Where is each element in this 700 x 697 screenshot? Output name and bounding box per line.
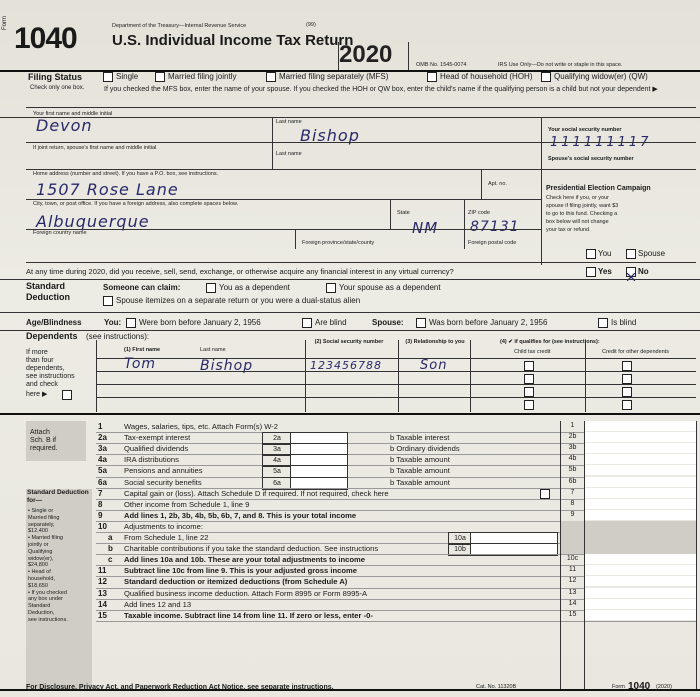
line-amount-field[interactable] [585,465,696,475]
dependent-ssn[interactable]: 123456788 [310,359,382,372]
check-only-label: Check only one box. [30,85,85,91]
std-deduction-side-item: Standard [28,603,51,610]
first-name-label: Your first name and middle initial [33,111,113,117]
line-description: Wages, salaries, tips, etc. Attach Form(s) W-2 [124,422,279,431]
qualifying-widow-checkbox[interactable] [541,72,551,82]
subbox-label: 10a [454,535,466,542]
line-number: 3a [98,444,107,454]
line-description: Add lines 10a and 10b. These are your total adjustments to income [124,555,365,565]
line-amount-field[interactable] [585,432,696,442]
spouse-born-before-label: Was born before January 2, 1956 [429,318,548,327]
you-as-dependent-label: You as a dependent [219,283,290,292]
dependents-side-2: than four [26,357,54,364]
dependents-side-1: If more [26,349,48,356]
line-amount-shaded [561,532,696,543]
line-box-number: 3b [568,444,577,452]
line-box-number: 8 [570,499,575,507]
line-description: Social security benefits [124,477,202,487]
dependents-side-6: here ▶ [26,391,48,398]
married-separately-checkbox[interactable] [266,72,276,82]
campaign-spouse-label: Spouse [638,249,666,258]
subbox-label: 6a [273,479,281,487]
single-label: Single [116,72,139,81]
form-vertical-label: Form [2,16,8,30]
line-box-number: 14 [568,599,577,607]
spouse-blind-checkbox[interactable] [598,318,608,328]
spouse-born-before-checkbox[interactable] [416,318,426,328]
spouse-ssn-label: Spouse's social security number [548,156,634,162]
line-description: Adjustments to income: [124,521,203,531]
zip-value[interactable]: 87131 [470,219,520,235]
line-amount-field[interactable] [585,499,696,509]
line-amount-field[interactable] [585,565,696,575]
virtual-currency-no-label: No [638,267,649,276]
std-deduction-side-item: • If you checked [28,589,67,596]
age-you-label: You: [104,318,122,327]
line-number: c [108,555,113,565]
line-description: Add lines 12 and 13 [124,599,192,609]
std-deduction-side-item: jointly or [28,541,49,548]
footer-cat-no: Cat. No. 11320B [476,684,517,690]
footer-form-label: Form [612,684,625,690]
std-deduction-side-item: • Head of [28,569,51,576]
city-label: City, town, or post office. If you have a foreign address, also complete spaces below. [33,201,239,207]
foreign-province-label: Foreign province/state/county [302,240,375,246]
line-right-description: b Taxable interest [390,433,450,443]
campaign-spouse-checkbox[interactable] [626,249,636,259]
dep-col-child-credit: Child tax credit [514,349,551,355]
line-box-number: 4b [568,455,577,463]
state-label: State [397,210,410,216]
spouse-itemizes-checkbox[interactable] [103,296,113,306]
campaign-you-label: You [598,249,612,258]
line-description: Capital gain or (loss). Attach Schedule D if required. If not required, check here [124,488,389,498]
filing-status-instructions: If you checked the MFS box, enter the name of your spouse. If you checked the HOH or QW box, enter the child's name if the qualifying person is a child but not your dependent ▶ [104,86,658,93]
dependent-last-name[interactable]: Bishop [200,358,254,374]
last-name-value[interactable]: Bishop [300,126,360,145]
spouse-blind-label: Is blind [611,318,637,327]
line-description: Subtract line 10c from line 9. This is your adjusted gross income [124,566,357,576]
dep1-child-credit-checkbox[interactable] [524,361,534,371]
dep1-other-credit-checkbox[interactable] [622,361,632,371]
line-number: 14 [98,599,107,609]
std-deduction-side-item: $18,650 [28,582,48,589]
filing-status-label: Filing Status [28,72,82,82]
line-box-number: 15 [568,610,577,618]
line-number: 6a [98,477,107,487]
someone-can-claim-label: Someone can claim: [103,283,181,292]
line-amount-field[interactable] [585,599,696,609]
footer-year: (2020) [656,684,672,690]
dependents-side-3: dependents, [26,365,65,372]
line-amount-field[interactable] [585,477,696,487]
campaign-line-2: spouse if filing jointly, want $3 [546,203,619,209]
you-born-before-checkbox[interactable] [126,318,136,328]
line-amount-shaded [561,521,696,532]
you-born-before-label: Were born before January 2, 1956 [139,318,261,327]
line-number: 4a [98,455,107,465]
state-value[interactable]: NM [412,219,439,237]
line-number: 13 [98,588,107,598]
standard-deduction-label: Standard Deduction [26,281,70,302]
married-jointly-label: Married filing jointly [168,72,237,81]
line-description: IRA distributions [124,455,179,465]
line-right-description: b Ordinary dividends [390,444,460,454]
line-box-number: 12 [568,577,577,585]
line-box-number: 11 [568,566,577,574]
line-number: 11 [98,566,107,576]
dep4-other-credit-checkbox[interactable] [622,400,632,410]
line-divider [96,621,696,622]
line-right-description: b Taxable amount [390,477,450,487]
line-number: 1 [98,422,103,431]
married-jointly-checkbox[interactable] [155,72,165,82]
line-number: 8 [98,499,103,509]
line-description: Qualified dividends [124,444,189,454]
std-deduction-side-item: any box under [28,596,63,603]
footer-notice: For Disclosure, Privacy Act, and Paperwork Reduction Act Notice, see separate instructions. [26,684,334,691]
capital-gain-checkbox[interactable] [540,489,550,499]
dep-col-relationship: (3) Relationship to you [405,339,465,345]
spouse-as-dependent-label: Your spouse as a dependent [339,283,441,292]
city-value[interactable]: Albuquerque [36,212,150,231]
virtual-currency-no-checkbox[interactable] [626,267,636,277]
line-box-number: 2b [568,433,577,441]
std-deduction-side-item: Qualifying [28,548,53,555]
home-address-label: Home address (number and street). If you have a P.O. box, see instructions. [33,171,219,177]
tax-year: 2020 [339,41,393,68]
subbox-label: 2a [273,435,281,443]
line-number: 15 [98,610,107,620]
campaign-you-checkbox[interactable] [586,249,596,259]
line-number: 2a [98,433,107,443]
dep2-other-credit-checkbox[interactable] [622,374,632,384]
line-number: b [108,544,113,554]
campaign-line-3: to go to this fund. Checking a [546,211,618,217]
line-box-number: 6b [568,477,577,485]
line-number: 12 [98,577,107,587]
line-amount-field[interactable] [585,510,696,520]
line-amount-field[interactable] [585,488,696,498]
home-address-value[interactable]: 1507 Rose Lane [36,180,179,199]
std-deduction-side-item: • Married filing [28,535,63,542]
first-name-value[interactable]: Devon [36,116,93,135]
virtual-currency-yes-label: Yes [598,267,612,276]
married-separately-label: Married filing separately (MFS) [279,72,389,81]
line-number: 5a [98,466,107,476]
age-spouse-label: Spouse: [372,318,404,327]
line-amount-field[interactable] [585,443,696,453]
dep3-child-credit-checkbox[interactable] [524,387,534,397]
line-description: Taxable income. Subtract line 14 from line 11. If zero or less, enter -0- [124,610,373,620]
line-box-number: 9 [570,510,575,518]
irs-use-only: IRS Use Only—Do not write or staple in this space. [498,62,623,68]
std-deduction-side-item: Married filing [28,514,60,521]
std-deduction-side-title: Standard Deduction for— [27,489,89,504]
spouse-as-dependent-checkbox[interactable] [326,283,336,293]
age-blindness-label: Age/Blindness [26,318,82,327]
foreign-postal-label: Foreign postal code [468,240,517,246]
dep-col-first-name: (1) First name [124,347,161,353]
line-box-number: 7 [570,488,575,496]
dep-col-other-credit: Credit for other dependents [602,349,669,355]
virtual-currency-yes-checkbox[interactable] [586,267,596,277]
dep3-other-credit-checkbox[interactable] [622,387,632,397]
subbox-label: 10b [454,546,466,554]
single-checkbox[interactable] [103,72,113,82]
line-description: Add lines 1, 2b, 3b, 4b, 5b, 6b, 7, and 8. This is your total income [124,510,357,520]
std-deduction-side-item: separately, [28,521,55,528]
dep-col-qualifies: (4) ✔ if qualifies for (see instructions): [500,339,600,345]
you-blind-checkbox[interactable] [302,318,312,328]
line-description: Charitable contributions if you take the standard deduction. See instructions [124,544,379,554]
foreign-country-label: Foreign country name [33,230,87,236]
std-deduction-side-item: Deduction, [28,609,55,616]
spouse-first-name-label: If joint return, spouse's first name and middle initial [33,145,157,151]
form-title: U.S. Individual Income Tax Return [112,32,354,49]
attach-side-2: Sch. B if [30,437,57,444]
apt-label: Apt. no. [488,181,507,187]
dep2-child-credit-checkbox[interactable] [524,374,534,384]
dependent-first-name[interactable]: Tom [124,356,157,372]
line-description: Tax-exempt interest [124,433,191,443]
head-of-household-checkbox[interactable] [427,72,437,82]
campaign-title: Presidential Election Campaign [546,185,651,192]
line-number: a [108,533,113,542]
form-number: 1040 [14,22,77,55]
std-deduction-side-item: household, [28,575,55,582]
line-amount-field[interactable] [585,588,696,598]
head-of-household-label: Head of household (HOH) [440,72,533,81]
ssn-label: Your social security number [548,127,622,133]
spouse-last-name-label: Last name [276,151,302,157]
department-line: Department of the Treasury—Internal Revenue Service [112,23,247,29]
line-box-number: 10c [566,555,579,563]
subbox-label: 5a [273,468,281,476]
line-amount-field[interactable] [585,421,696,431]
std-deduction-side-item: see instructions. [28,616,68,623]
line-box-number: 5b [568,466,577,474]
you-as-dependent-checkbox[interactable] [206,283,216,293]
subbox-label: 4a [273,457,281,465]
you-blind-label: Are blind [315,318,347,327]
line-number: 7 [98,488,103,498]
std-deduction-side-item: $24,800 [28,562,48,569]
dep-col-ssn: (2) Social security number [314,339,384,345]
form-code: (99) [306,22,316,28]
attach-side-3: required. [30,445,58,452]
qualifying-widow-label: Qualifying widow(er) (QW) [554,72,648,81]
last-name-label: Last name [276,119,302,125]
line-amount-field[interactable] [585,576,696,586]
line-box-number: 1 [570,422,575,429]
std-deduction-side-item: • Single or [28,508,54,514]
ssn-value[interactable]: 111111117 [550,135,652,150]
dependents-side-5: and check [26,381,58,388]
dependent-relationship[interactable]: Son [420,358,448,373]
zip-label: ZIP code [468,210,490,216]
line-description: From Schedule 1, line 22 [124,533,209,542]
dependents-see-instructions: (see instructions): [86,332,150,341]
virtual-currency-question: At any time during 2020, did you receive, sell, send, exchange, or otherwise acquire any financial interest in any virtual currency? [26,267,454,276]
dependents-side-4: see instructions [26,373,75,380]
subbox-label: 3a [273,446,281,454]
attach-side-1: Attach [30,429,50,436]
line-amount-field[interactable] [585,454,696,464]
line-number: 9 [98,510,103,520]
dep-col-last-name: Last name [200,347,226,353]
line-amount-field[interactable] [585,610,696,620]
std-deduction-side-item: $12,400 [28,528,48,535]
line-number: 10 [98,521,107,531]
line-description: Standard deduction or itemized deductions (from Schedule A) [124,577,348,587]
line-amount-field[interactable] [585,554,696,564]
line-right-description: b Taxable amount [390,455,450,465]
dependents-label: Dependents [26,331,78,341]
more-dependents-checkbox[interactable] [62,390,72,400]
dep4-child-credit-checkbox[interactable] [524,400,534,410]
line-description: Other income from Schedule 1, line 9 [124,499,250,509]
line-description: Pensions and annuities [124,466,203,476]
omb-number: OMB No. 1545-0074 [416,62,467,68]
spouse-itemizes-label: Spouse itemizes on a separate return or you were a dual-status alien [116,296,361,305]
line-description: Qualified business income deduction. Attach Form 8995 or Form 8995-A [124,588,368,598]
campaign-line-5: your tax or refund. [546,227,591,233]
line-amount-shaded [561,543,696,554]
campaign-line-1: Check here if you, or your [546,195,609,201]
footer-form-number: 1040 [628,681,651,692]
campaign-line-4: box below will not change [546,219,609,225]
std-deduction-side-item: widow(er), [28,555,54,562]
line-right-description: b Taxable amount [390,466,450,476]
std-deduction-side-list [28,508,90,624]
line-box-number: 13 [568,588,577,596]
